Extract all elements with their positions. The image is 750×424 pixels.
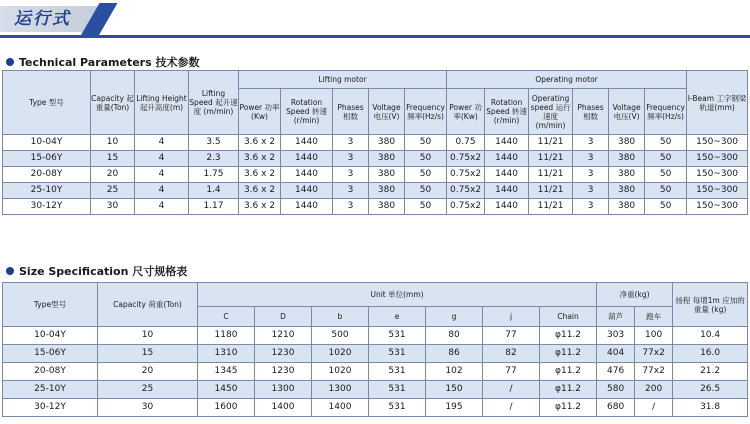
table-cell: 1400 [255,399,312,417]
header-net-weight: 净重(kg) [597,283,673,307]
table-cell: 380 [369,183,405,199]
table-cell: 1.75 [189,167,239,183]
table-cell: 50 [645,151,687,167]
table-cell: 20 [91,167,135,183]
size-specification-body [3,327,748,417]
table-cell: 50 [405,199,447,215]
table-cell: 380 [609,135,645,151]
table-cell: 77 [483,363,540,381]
table-cell: 0.75x2 [447,167,485,183]
table-row [3,327,748,345]
bullet-icon [6,267,14,275]
header-operating-motor: Operating motor [447,71,687,89]
table-cell: 1020 [312,345,369,363]
header-op-frequency: Frequency 频率(Hz/s) [645,89,687,135]
table-cell: 77x2 [635,345,673,363]
table-cell: 1440 [485,199,529,215]
table-cell: 10-04Y [3,135,91,151]
table-cell: 1440 [281,135,333,151]
technical-parameters-body [3,135,748,215]
header-lifting-height: Lifting Height 起升高度(m) [135,71,189,135]
table-row [3,345,748,363]
table-cell: 50 [645,167,687,183]
table-cell: 1440 [281,183,333,199]
header-op-speed: Operating speed 运行速度 (m/min) [529,89,573,135]
table-cell: 77x2 [635,363,673,381]
table-cell: 4 [135,183,189,199]
table-cell: 50 [405,183,447,199]
table-cell: 26.5 [673,381,748,399]
table-cell: / [635,399,673,417]
header-op-rotation-speed: Rotation Speed 转速(r/min) [485,89,529,135]
table-cell: 3 [573,199,609,215]
table-cell: 4 [135,135,189,151]
table-cell: 1440 [485,135,529,151]
table-cell: 50 [645,199,687,215]
table-cell: 476 [597,363,635,381]
table-cell: 380 [369,135,405,151]
table-cell: 50 [645,135,687,151]
header-lift-added-weight: 扬程 每增1m 应加的重量 (kg) [673,283,748,327]
table-cell: 3 [573,183,609,199]
table-cell: 25-10Y [3,381,98,399]
table-cell: 15-06Y [3,345,98,363]
table-cell: 11/21 [529,183,573,199]
table-cell: 531 [369,363,426,381]
header-b: b [312,307,369,327]
header-chain: Chain [540,307,597,327]
table-cell: φ11.2 [540,363,597,381]
table-cell: 20 [98,363,198,381]
table-cell: 3.6 x 2 [239,151,281,167]
header-op-voltage: Voltage 电压(V) [609,89,645,135]
header-trolley: 跑车 [635,307,673,327]
table-cell: 1440 [281,151,333,167]
table-cell: 303 [597,327,635,345]
table-row [3,363,748,381]
table-cell: 102 [426,363,483,381]
header-capacity: Capacity 起重量(Ton) [91,71,135,135]
table-cell: 150~300 [687,151,748,167]
table-cell: 500 [312,327,369,345]
table-cell: 11/21 [529,135,573,151]
table-cell: 380 [609,151,645,167]
table-cell: 3 [573,135,609,151]
table-cell: 1600 [198,399,255,417]
table-row [3,183,748,199]
header-hoist: 葫芦 [597,307,635,327]
table-cell: 150~300 [687,199,748,215]
table-cell: 1210 [255,327,312,345]
table-cell: 3 [573,167,609,183]
table-cell: 30 [98,399,198,417]
table-cell: 50 [405,151,447,167]
table-cell: 15 [98,345,198,363]
table-cell: 25 [91,183,135,199]
table-cell: 150~300 [687,183,748,199]
table-cell: 11/21 [529,151,573,167]
table-cell: 380 [609,183,645,199]
header-phases: Phases 相数 [333,89,369,135]
table-cell: φ11.2 [540,381,597,399]
table-cell: 50 [405,167,447,183]
table-cell: 21.2 [673,363,748,381]
table-cell: 3 [333,167,369,183]
table-cell: 11/21 [529,167,573,183]
table-cell: 0.75x2 [447,199,485,215]
table-cell: φ11.2 [540,399,597,417]
table-cell: 680 [597,399,635,417]
table-cell: 1300 [255,381,312,399]
table-cell: 1230 [255,363,312,381]
table-cell: 3.6 x 2 [239,167,281,183]
table-cell: 1440 [485,183,529,199]
table-cell: 1.17 [189,199,239,215]
table-cell: 86 [426,345,483,363]
header-frequency: Frequency 频率(Hz/s) [405,89,447,135]
table-cell: 150 [426,381,483,399]
table-cell: 30 [91,199,135,215]
table-cell: 1440 [485,151,529,167]
banner [0,0,750,42]
table-row [3,151,748,167]
table-cell: 31.8 [673,399,748,417]
table-cell: 100 [635,327,673,345]
table-cell: 1440 [281,167,333,183]
table-row [3,135,748,151]
table-cell: 3.6 x 2 [239,183,281,199]
table-cell: φ11.2 [540,345,597,363]
table-cell: 3.6 x 2 [239,135,281,151]
header-lifting-speed: Lifting Speed 起升速度 (m/min) [189,71,239,135]
table-cell: 82 [483,345,540,363]
table-cell: 1440 [281,199,333,215]
header-c: C [198,307,255,327]
table-cell: 380 [369,199,405,215]
table-cell: 1300 [312,381,369,399]
table-cell: 30-12Y [3,199,91,215]
header-j: j [483,307,540,327]
table-cell: 1310 [198,345,255,363]
technical-parameters-table [2,70,748,215]
table-cell: 4 [135,151,189,167]
table-cell: 80 [426,327,483,345]
table-cell: 3 [573,151,609,167]
table-cell: 1020 [312,363,369,381]
table-cell: 1450 [198,381,255,399]
table-cell: 3.6 x 2 [239,199,281,215]
table-cell: 25-10Y [3,183,91,199]
table-cell: 3 [333,135,369,151]
table-cell: 1.4 [189,183,239,199]
header-capacity: Capacity 荷重(Ton) [98,283,198,327]
table-cell: 1180 [198,327,255,345]
table-cell: 150~300 [687,167,748,183]
table-cell: 10 [91,135,135,151]
table-cell: 380 [609,167,645,183]
table-cell: 20-08Y [3,167,91,183]
table-cell: 2.3 [189,151,239,167]
table-cell: 531 [369,327,426,345]
header-power: Power 功率(Kw) [239,89,281,135]
section-title-size [6,263,187,279]
table-cell: / [483,381,540,399]
header-type: Type型号 [3,283,98,327]
table-cell: 404 [597,345,635,363]
header-voltage: Voltage 电压(V) [369,89,405,135]
section-title-text: Size Specification 尺寸规格表 [19,265,188,278]
header-type: Type 型号 [3,71,91,135]
table-cell: 4 [135,199,189,215]
section-title-technical [6,54,199,70]
header-unit: Unit 单位(mm) [198,283,597,307]
table-cell: / [483,399,540,417]
table-cell: 10 [98,327,198,345]
table-row [3,167,748,183]
table-cell: 380 [609,199,645,215]
table-cell: φ11.2 [540,327,597,345]
table-row [3,399,748,417]
table-cell: 195 [426,399,483,417]
banner-underline [0,35,750,38]
header-ibeam: I-Beam 工字钢梁 轨道(mm) [687,71,748,135]
table-cell: 25 [98,381,198,399]
table-cell: 11/21 [529,199,573,215]
header-d: D [255,307,312,327]
table-cell: 50 [645,183,687,199]
table-cell: 16.0 [673,345,748,363]
table-cell: 1400 [312,399,369,417]
banner-title: 运行式 [14,9,71,29]
table-cell: 380 [369,167,405,183]
table-cell: 531 [369,381,426,399]
table-cell: 0.75x2 [447,151,485,167]
size-specification-table [2,282,748,417]
table-cell: 150~300 [687,135,748,151]
table-cell: 10.4 [673,327,748,345]
table-cell: 30-12Y [3,399,98,417]
table-cell: 50 [405,135,447,151]
table-cell: 580 [597,381,635,399]
table-cell: 3 [333,151,369,167]
section-title-text: Technical Parameters 技术参数 [19,56,200,69]
table-cell: 1440 [485,167,529,183]
header-op-phases: Phases 相数 [573,89,609,135]
header-rotation-speed: Rotation Speed 转速(r/min) [281,89,333,135]
table-cell: 1230 [255,345,312,363]
table-cell: 4 [135,167,189,183]
header-g: g [426,307,483,327]
table-cell: 531 [369,399,426,417]
table-cell: 20-08Y [3,363,98,381]
table-cell: 3 [333,183,369,199]
table-cell: 380 [369,151,405,167]
table-cell: 10-04Y [3,327,98,345]
table-cell: 531 [369,345,426,363]
table-row [3,381,748,399]
table-cell: 1345 [198,363,255,381]
table-cell: 15-06Y [3,151,91,167]
table-cell: 77 [483,327,540,345]
bullet-icon [6,58,14,66]
header-op-power: Power 功率(Kw) [447,89,485,135]
table-cell: 15 [91,151,135,167]
table-cell: 3 [333,199,369,215]
table-cell: 3.5 [189,135,239,151]
header-lifting-motor: Lifting motor [239,71,447,89]
table-cell: 0.75 [447,135,485,151]
table-row [3,199,748,215]
header-e: e [369,307,426,327]
table-cell: 0.75x2 [447,183,485,199]
table-cell: 200 [635,381,673,399]
